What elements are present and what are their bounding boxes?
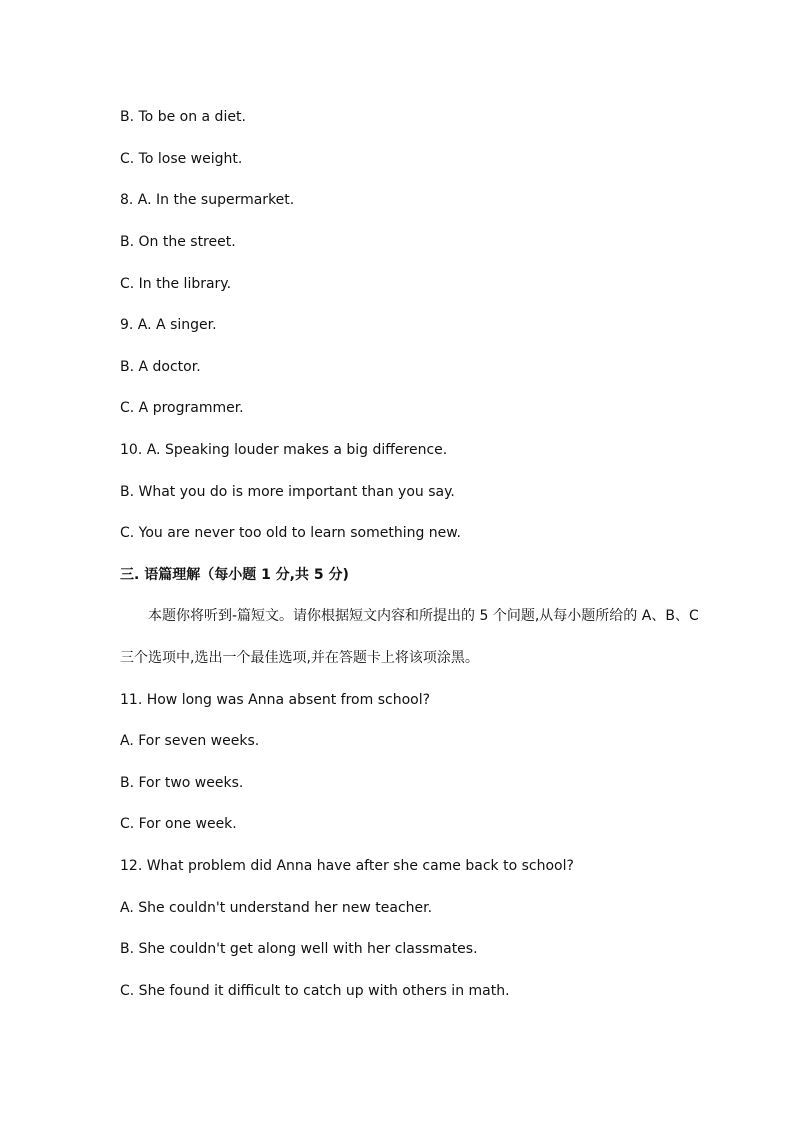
- section-instruction-line1: 本题你将听到-篇短文。请你根据短文内容和所提出的 5 个问题,从每小题所给的 A、B、C: [148, 608, 699, 624]
- option-10c: C. You are never too old to learn something new.: [120, 525, 461, 541]
- option-11a: A. For seven weeks.: [120, 733, 260, 749]
- option-9c: C. A programmer.: [120, 400, 244, 416]
- option-11c: C. For one week.: [120, 816, 237, 832]
- question-10-option-a: 10. A. Speaking louder makes a big difference.: [120, 442, 448, 458]
- option-8b: B. On the street.: [120, 234, 236, 250]
- option-7c: C. To lose weight.: [120, 151, 243, 167]
- option-9b: B. A doctor.: [120, 359, 201, 375]
- question-9-option-a: 9. A. A singer.: [120, 317, 217, 333]
- option-11b: B. For two weeks.: [120, 775, 244, 791]
- option-12a: A. She couldn't understand her new teacher.: [120, 900, 433, 916]
- option-8c: C. In the library.: [120, 276, 232, 292]
- option-12b: B. She couldn't get along well with her classmates.: [120, 941, 478, 957]
- question-11: 11. How long was Anna absent from school?: [120, 692, 431, 708]
- section-instruction-line2: 三个选项中,选出一个最佳选项,并在答题卡上将该项涂黑。: [120, 650, 479, 666]
- option-12c: C. She found it difficult to catch up with others in math.: [120, 983, 510, 999]
- question-12: 12. What problem did Anna have after she came back to school?: [120, 858, 574, 874]
- option-10b: B. What you do is more important than you say.: [120, 484, 455, 500]
- question-8-option-a: 8. A. In the supermarket.: [120, 192, 295, 208]
- section-heading: 三. 语篇理解（每小题 1 分,共 5 分): [120, 567, 349, 583]
- option-7b: B. To be on a diet.: [120, 109, 246, 125]
